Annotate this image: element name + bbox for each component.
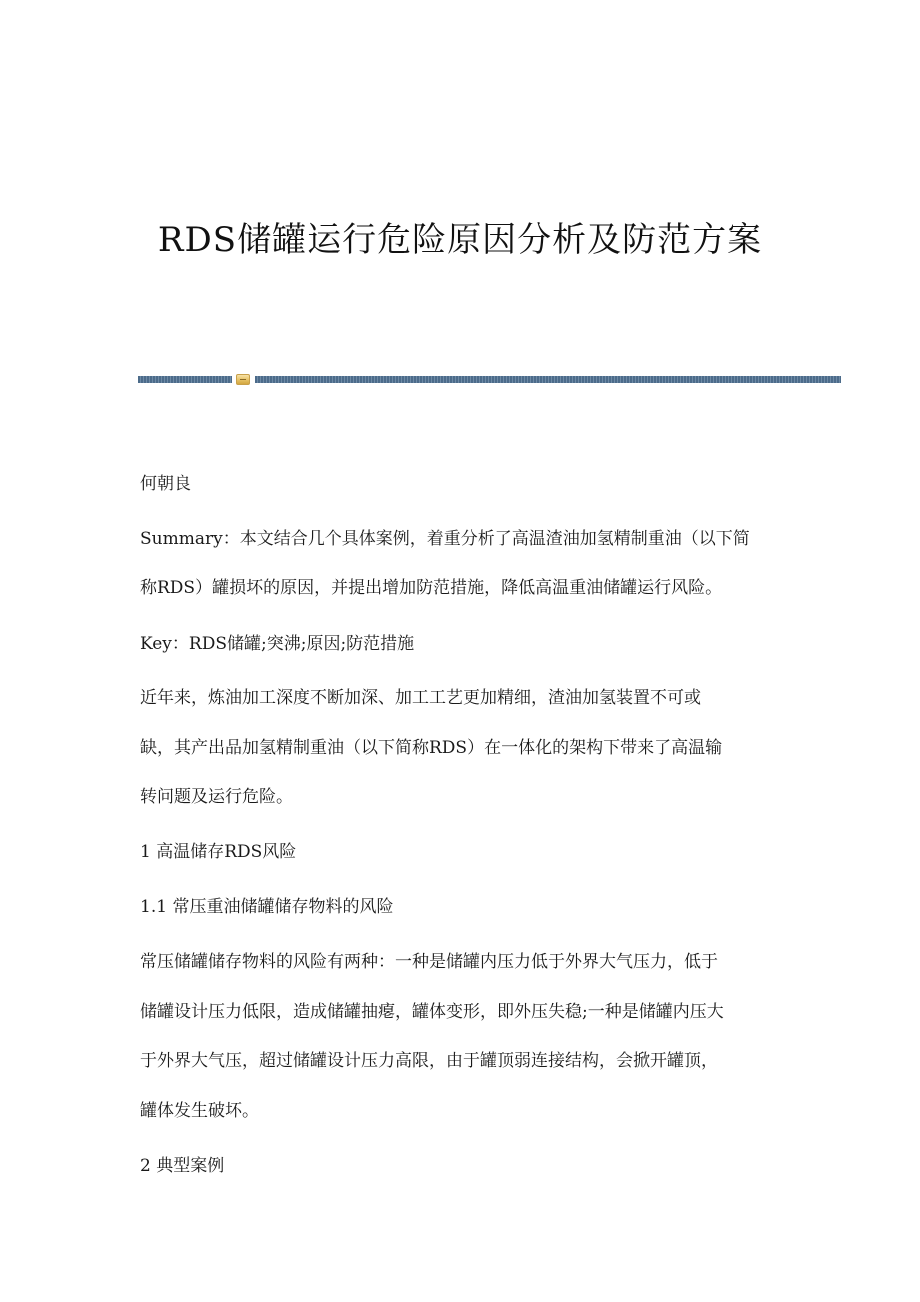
divider-bar-right	[255, 376, 841, 383]
section-1-heading: 1 高温储存RDS风险	[140, 842, 297, 862]
section-1-1-line-2: 储罐设计压力低限，造成储罐抽瘪，罐体变形，即外压失稳;一种是储罐内压大	[140, 1002, 724, 1022]
section-1-1-line-3: 于外界大气压，超过储罐设计压力高限，由于罐顶弱连接结构，会掀开罐顶，	[140, 1051, 718, 1071]
document-title: RDS储罐运行危险原因分析及防范方案	[157, 220, 763, 260]
section-1-1-heading: 1.1 常压重油储罐储存物料的风险	[140, 897, 394, 917]
summary-line-1: Summary：本文结合几个具体案例，着重分析了高温渣油加氢精制重油（以下简	[140, 529, 750, 549]
keywords-line: Key：RDS储罐;突沸;原因;防范措施	[140, 634, 415, 654]
intro-line-3: 转问题及运行危险。	[140, 787, 293, 807]
divider-bar-left	[138, 376, 232, 383]
title-divider	[138, 372, 841, 388]
summary-line-2: 称RDS）罐损坏的原因，并提出增加防范措施，降低高温重油储罐运行风险。	[140, 578, 723, 598]
divider-ornament-icon	[236, 374, 250, 385]
author-name: 何朝良	[140, 474, 191, 494]
section-1-1-line-1: 常压储罐储存物料的风险有两种：一种是储罐内压力低于外界大气压力，低于	[140, 952, 718, 972]
section-1-1-line-4: 罐体发生破坏。	[140, 1101, 259, 1121]
section-2-heading: 2 典型案例	[140, 1156, 225, 1176]
intro-line-2: 缺，其产出品加氢精制重油（以下简称RDS）在一体化的架构下带来了高温输	[140, 738, 723, 758]
intro-line-1: 近年来，炼油加工深度不断加深、加工工艺更加精细，渣油加氢装置不可或	[140, 688, 701, 708]
